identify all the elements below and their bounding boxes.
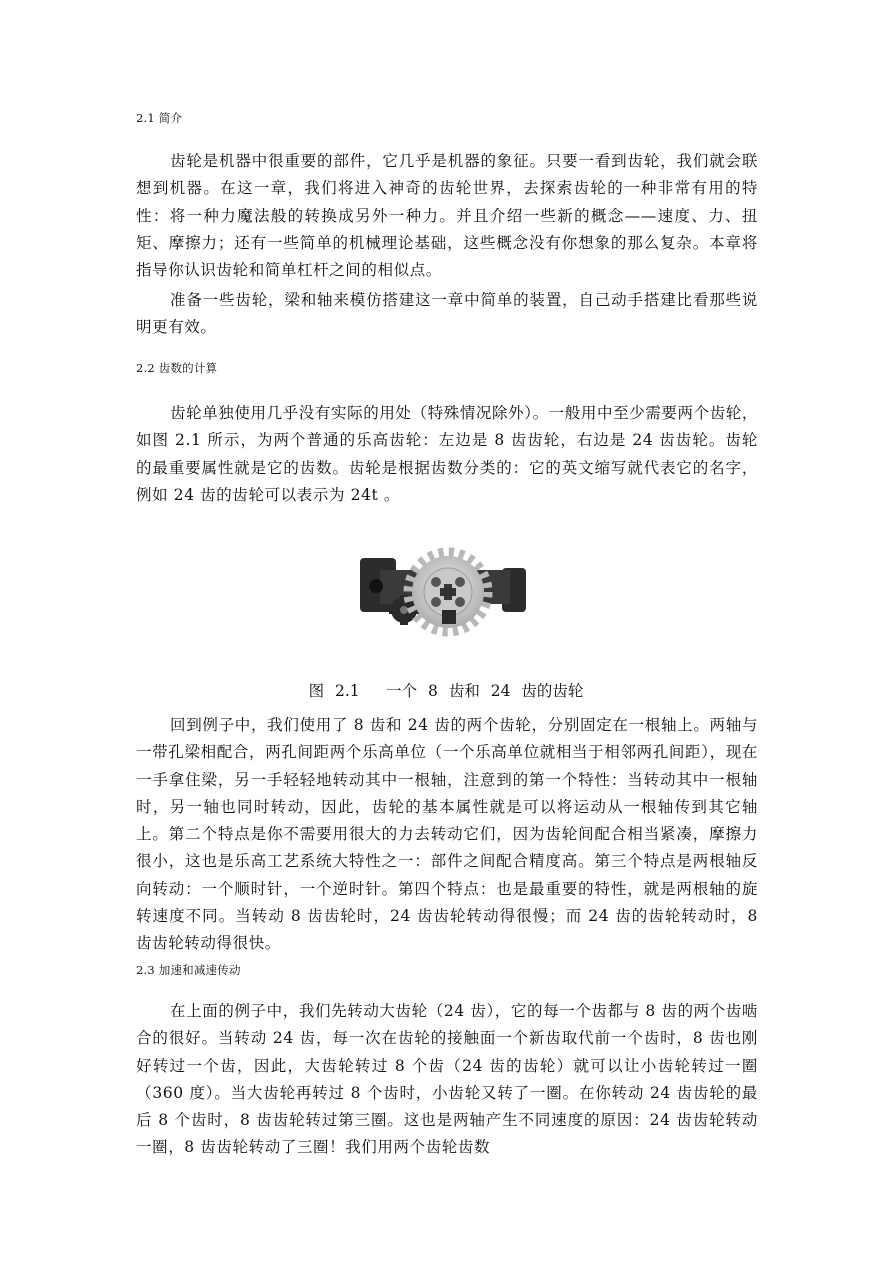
section-2-3-body xyxy=(136,998,758,1162)
figure-caption: 图 2.1 一个 8 齿和 24 齿的齿轮 xyxy=(308,682,584,700)
paragraph: 回到例子中，我们使用了 8 齿和 24 齿的两个齿轮，分别固定在一根轴上。两轴与一带孔梁相配合，两孔间距两个乐高单位（一个乐高单位就相当于相邻两孔间距），现在一手拿住梁，另一手轻轻地转动其中一根轴，注意到的第一个特性：当转动其中一根轴时，另一轴也同时转动，因此，齿轮的基本属性就是可以将运动从一根轴传到其它轴上。第二个特点是你不需要用很大的力去转动它们，因为齿轮间配合相当紧凑，摩擦力很小，这也是乐高工艺系统大特性之一：部件之间配合精度高。第三个特点是两根轴反向转动：一个顺时针，一个逆时针。第四个特点：也是最重要的特性，就是两根轴的旋转速度不同。当转动 8 齿齿轮时，24 齿齿轮转动得很慢；而 24 齿的齿轮转动时，8 齿齿轮转动得很快。 xyxy=(136,716,758,953)
beam-hole xyxy=(369,579,383,593)
section-heading: 2.2 齿数的计算 xyxy=(136,361,218,375)
section-2-3 xyxy=(136,962,758,978)
section-2-2-body-2 xyxy=(136,712,758,958)
gear-figure xyxy=(352,540,532,652)
section-2-1-body-2 xyxy=(136,287,758,342)
paragraph: 准备一些齿轮，梁和轴来模仿搭建这一章中简单的装置，自己动手搭建比看那些说明更有效。 xyxy=(136,291,758,337)
gear-24t xyxy=(408,552,488,632)
paragraph: 齿轮单独使用几乎没有实际的用处（特殊情况除外）。一般用中至少需要两个齿轮，如图 2.1 所示，为两个普通的乐高齿轮：左边是 8 齿齿轮，右边是 24 齿齿轮。齿轮的最重要属性就是它的齿数。齿轮是根据齿数分类的：它的英文缩写就代表它的名字，例如 24 齿的齿轮可以表示为 24t 。 xyxy=(136,404,758,504)
section-heading: 2.3 加速和减速传动 xyxy=(136,963,241,977)
section-2-1 xyxy=(136,110,758,126)
section-heading: 2.1 简介 xyxy=(136,111,183,125)
paragraph: 在上面的例子中，我们先转动大齿轮（24 齿），它的每一个齿都与 8 齿的两个齿啮合的很好。当转动 24 齿，每一次在齿轮的接触面一个新齿取代前一个齿时，8 齿也刚好转过一个齿，因此，大齿轮转过 8 个齿（24 齿的齿轮）就可以让小齿轮转过一圈（360 度）。当大齿轮再转过 8 个齿时，小齿轮又转了一圈。在你转动 24 齿齿轮的最后 8 个齿时，8 齿齿轮转过第三圈。这也是两轴产生不同速度的原因：24 齿齿轮转动一圈，8 齿齿轮转动了三圈！我们用两个齿轮齿数 xyxy=(136,1002,758,1157)
section-2-2 xyxy=(136,360,758,376)
gears-image xyxy=(352,540,532,652)
section-2-1-body xyxy=(136,148,758,284)
paragraph: 齿轮是机器中很重要的部件，它几乎是机器的象征。只要一看到齿轮，我们就会联想到机器。在这一章，我们将进入神奇的齿轮世界，去探索齿轮的一种非常有用的特性：将一种力魔法般的转换成另外一种力。并且介绍一些新的概念——速度、力、扭矩、摩擦力；还有一些简单的机械理论基础，这些概念没有你想象的那么复杂。本章将指导你认识齿轮和简单杠杆之间的相似点。 xyxy=(136,152,758,280)
section-2-2-body xyxy=(136,400,758,509)
